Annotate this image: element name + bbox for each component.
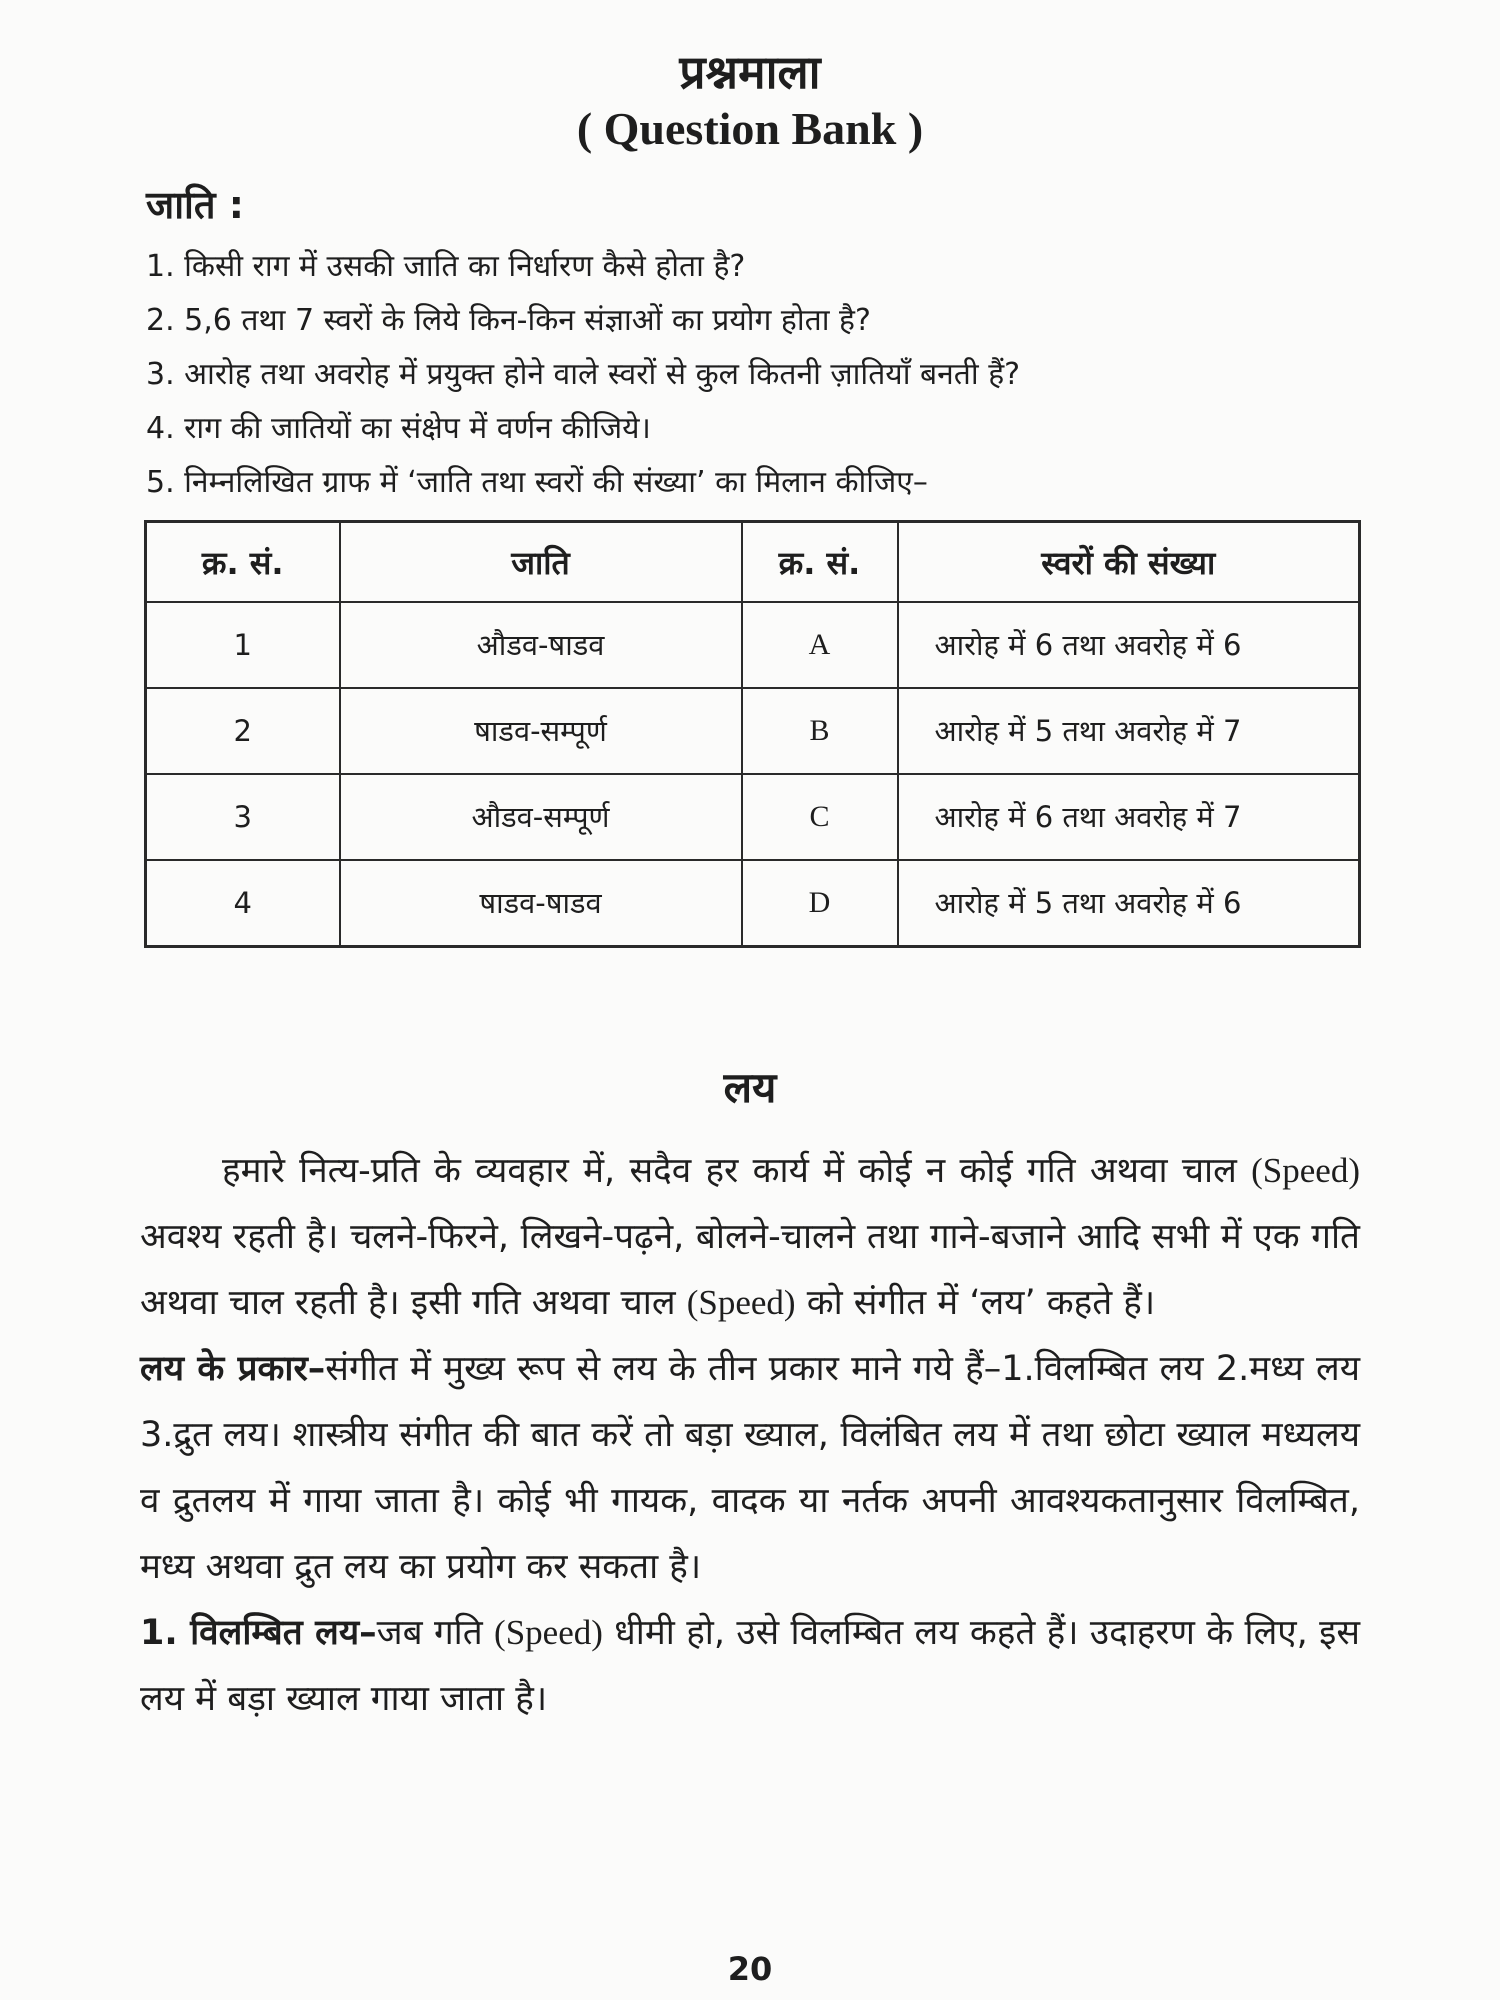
laya-intro-paragraph bbox=[140, 1138, 1360, 1336]
text-run: अवश्य रहती है। चलने-फिरने, लिखने-पढ़ने, बोलने-चालने तथा गाने-बजाने आदि सभी में एक गति अथवा चाल रहती है। इसी गति अथवा चाल bbox=[140, 1217, 1360, 1323]
cell-swar-count: आरोह में 6 तथा अवरोह में 6 bbox=[898, 602, 1360, 688]
speed-term: (Speed) bbox=[494, 1613, 603, 1652]
question-item: 5. निम्नलिखित ग्राफ में ‘जाति तथा स्वरों की संख्या’ का मिलान कीजिए– bbox=[146, 465, 928, 500]
text-run: को संगीत में ‘लय’ कहते हैं। bbox=[795, 1283, 1156, 1323]
text-run: जब गति bbox=[376, 1613, 495, 1653]
cell-letter: D bbox=[742, 860, 898, 947]
cell-letter: A bbox=[742, 602, 898, 688]
matching-table bbox=[144, 520, 1361, 948]
header-serial-2: क्र. सं. bbox=[742, 522, 898, 603]
cell-serial: 2 bbox=[146, 688, 340, 774]
cell-jati: षाडव-षाडव bbox=[340, 860, 742, 947]
types-label: लय के प्रकार– bbox=[140, 1349, 326, 1389]
cell-letter: C bbox=[742, 774, 898, 860]
table-row bbox=[146, 688, 1360, 774]
vilambit-label: 1. विलम्बित लय– bbox=[140, 1613, 377, 1653]
table-row bbox=[146, 602, 1360, 688]
text-run: धीमी हो, उसे विलम्बित लय कहते हैं। उदाहरण के लिए, इस लय में बड़ा ख्याल गाया जाता है। bbox=[140, 1613, 1360, 1719]
page-title-english: ( Question Bank ) bbox=[576, 103, 924, 154]
table-row bbox=[146, 774, 1360, 860]
page-title-hindi: प्रश्नमाला bbox=[679, 45, 821, 99]
question-item: 2. 5,6 तथा 7 स्वरों के लिये किन-किन संज्ञाओं का प्रयोग होता है? bbox=[146, 303, 871, 338]
header-jati: जाति bbox=[340, 522, 742, 603]
vilambit-paragraph bbox=[140, 1600, 1360, 1732]
cell-letter: B bbox=[742, 688, 898, 774]
table-row bbox=[146, 860, 1360, 947]
cell-jati: औडव-सम्पूर्ण bbox=[340, 774, 742, 860]
question-item: 4. राग की जातियों का संक्षेप में वर्णन कीजिये। bbox=[146, 411, 651, 446]
cell-serial: 3 bbox=[146, 774, 340, 860]
table-header-row bbox=[146, 522, 1360, 603]
laya-types-paragraph bbox=[140, 1336, 1360, 1600]
cell-jati: षाडव-सम्पूर्ण bbox=[340, 688, 742, 774]
speed-term: (Speed) bbox=[686, 1283, 796, 1322]
speed-term: (Speed) bbox=[1251, 1151, 1360, 1190]
laya-body bbox=[140, 1138, 1360, 1732]
cell-jati: औडव-षाडव bbox=[340, 602, 742, 688]
section-heading-laya: लय bbox=[723, 1063, 777, 1112]
question-list bbox=[146, 240, 1386, 510]
page-number: 20 bbox=[727, 1950, 773, 1988]
header-swar-count: स्वरों की संख्या bbox=[898, 522, 1360, 603]
text-run: हमारे नित्य-प्रति के व्यवहार में, सदैव हर कार्य में कोई न कोई गति अथवा चाल bbox=[222, 1151, 1252, 1191]
cell-swar-count: आरोह में 5 तथा अवरोह में 7 bbox=[898, 688, 1360, 774]
cell-serial: 4 bbox=[146, 860, 340, 947]
question-item: 3. आरोह तथा अवरोह में प्रयुक्त होने वाले स्वरों से कुल कितनी ज़ातियाँ बनती हैं? bbox=[146, 357, 1021, 392]
section-heading-jati: जाति : bbox=[146, 183, 244, 227]
header-serial-1: क्र. सं. bbox=[146, 522, 340, 603]
cell-swar-count: आरोह में 5 तथा अवरोह में 6 bbox=[898, 860, 1360, 947]
text-run: संगीत में मुख्य रूप से लय के तीन प्रकार माने गये हैं–1.विलम्बित लय 2.मध्य लय 3.द्रुत लय। शास्त्रीय संगीत की बात करें तो बड़ा ख्याल, विलंबित लय में तथा छोटा ख्याल मध्यलय व द्रुतलय में गाया जाता है। कोई भी गायक, वादक या नर्तक अपनी आवश्यकतानुसार विलम्बित, मध्य अथवा द्रुत लय का प्रयोग कर सकता है। bbox=[140, 1349, 1360, 1587]
cell-serial: 1 bbox=[146, 602, 340, 688]
cell-swar-count: आरोह में 6 तथा अवरोह में 7 bbox=[898, 774, 1360, 860]
question-item: 1. किसी राग में उसकी जाति का निर्धारण कैसे होता है? bbox=[146, 249, 746, 284]
